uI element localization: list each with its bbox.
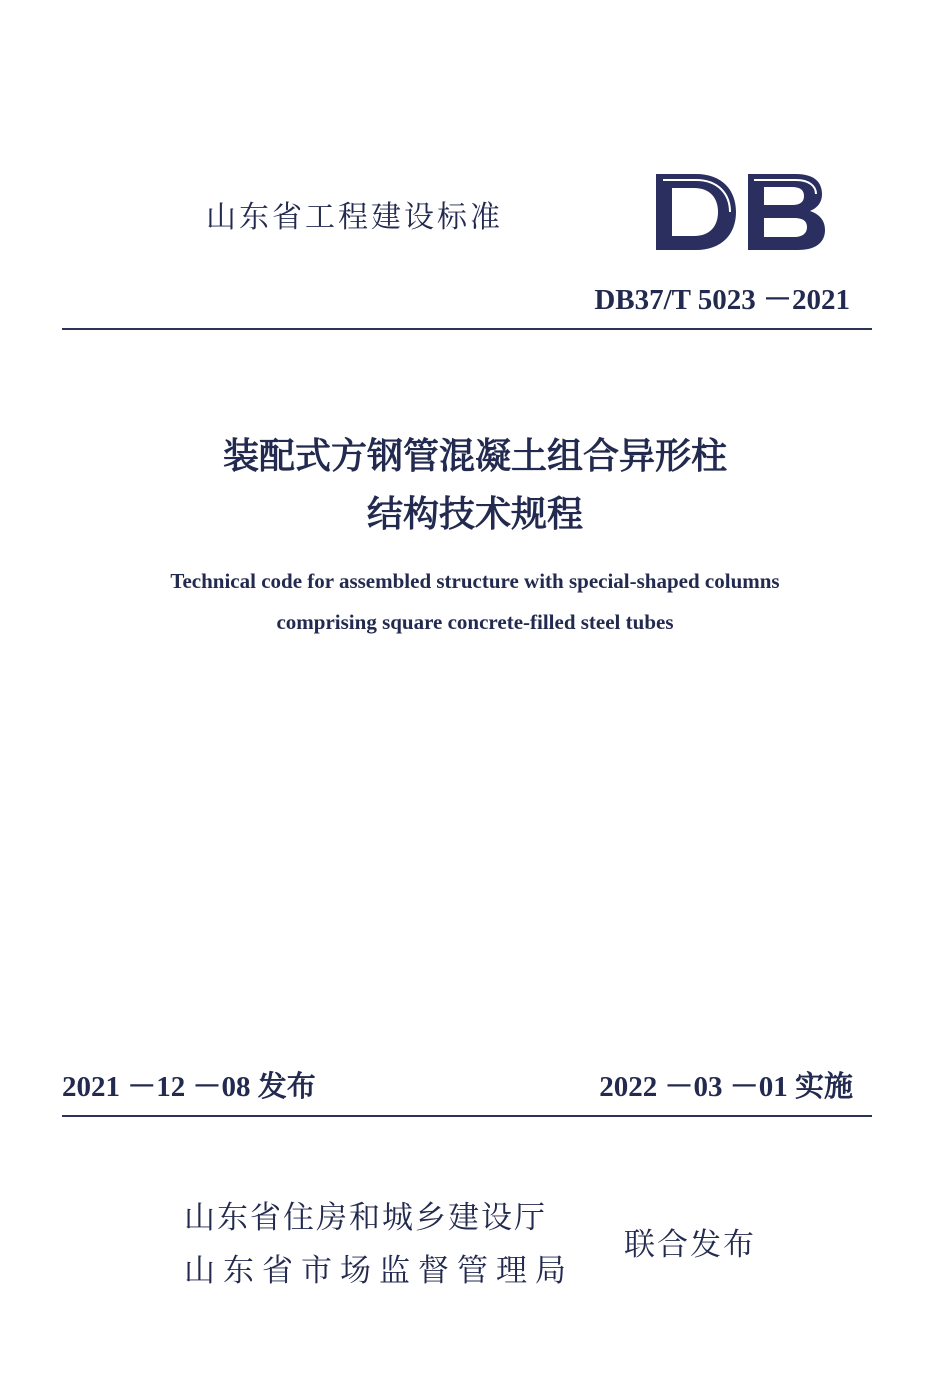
issuer-housing-department: 山东省住房和城乡建设厅	[184, 1200, 547, 1236]
issue-date: 2021 －12 －08 发布	[62, 1071, 316, 1103]
joint-issue-label: 联合发布	[624, 1227, 756, 1263]
issuer-market-regulation-bureau: 山东省市场监督管理局	[184, 1253, 574, 1289]
bottom-divider	[62, 1115, 872, 1117]
title-cn-line2: 结构技术规程	[366, 493, 583, 535]
standard-number: DB37/T 5023 －2021	[594, 284, 850, 316]
title-cn-line1: 装配式方钢管混凝土组合异形柱	[222, 435, 727, 477]
standard-series-label: 山东省工程建设标准	[206, 200, 503, 235]
db-logo	[652, 170, 828, 254]
implementation-date: 2022 －03 －01 实施	[599, 1071, 853, 1103]
title-en-line2: comprising square concrete-filled steel tubes	[276, 610, 674, 634]
title-en-line1: Technical code for assembled structure with special-shaped columns	[170, 569, 780, 593]
top-divider	[62, 328, 872, 330]
